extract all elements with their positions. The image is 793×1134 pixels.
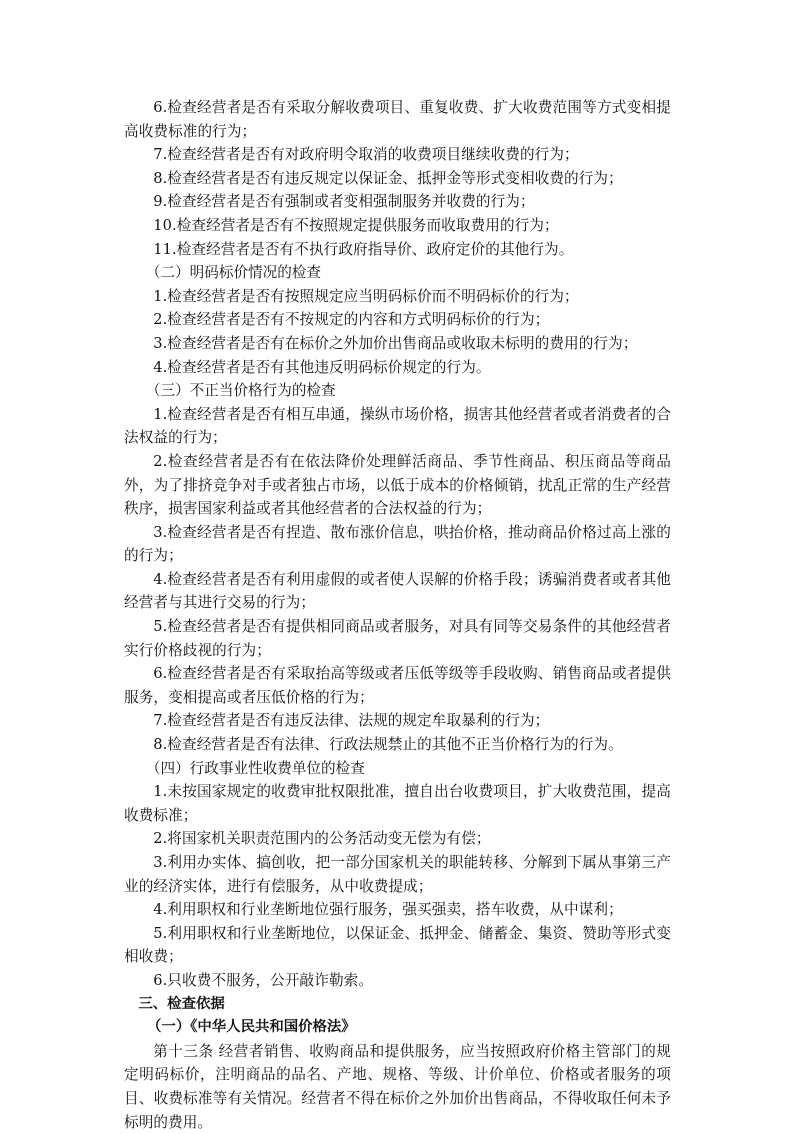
section-subheading: （三）不正当价格行为的检查 xyxy=(145,382,336,400)
paragraph: 3.利用办实体、搞创收，把一部分国家机关的职能转移、分解到下属从事第三产业的经济实体，进行有偿服务，从中收费提成； xyxy=(124,854,671,895)
paragraph: 4.检查经营者是否有其他违反明码标价规定的行为。 xyxy=(153,358,491,376)
paragraph: 7.检查经营者是否有对政府明令取消的收费项目继续收费的行为； xyxy=(153,146,579,164)
paragraph: 5.检查经营者是否有提供相同商品或者服务，对具有同等交易条件的其他经营者实行价格歧视的行为； xyxy=(124,618,671,659)
paragraph: 7.检查经营者是否有违反法律、法规的规定牟取暴利的行为； xyxy=(153,712,550,730)
paragraph: 8.检查经营者是否有违反规定以保证金、抵押金等形式变相收费的行为； xyxy=(153,169,623,187)
section-subheading: （四）行政事业性收费单位的检查 xyxy=(145,759,365,777)
paragraph: 10.检查经营者是否有不按照规定提供服务而收取费用的行为； xyxy=(153,216,559,234)
paragraph: 1.未按国家规定的收费审批权限批准，擅自出台收费项目，扩大收费范围，提高收费标准； xyxy=(124,783,671,824)
paragraph: 4.利用职权和行业垄断地位强行服务，强买强卖，搭车收费，从中谋利； xyxy=(153,901,623,919)
paragraph: 2.检查经营者是否有在依法降价处理鲜活商品、季节性商品、积压商品等商品外，为了排挤竞争对手或者独占市场，以低于成本的价格倾销，扰乱正常的生产经营秩序，损害国家利益或者其他经营者的合法权益的行为； xyxy=(124,452,671,518)
paragraph: 6.只收费不服务，公开敲诈勒索。 xyxy=(153,971,374,989)
section-subheading: （二）明码标价情况的检查 xyxy=(145,264,322,282)
paragraph: 3.检查经营者是否有在标价之外加价出售商品或收取未标明的费用的行为； xyxy=(153,334,638,352)
law-title: （一）《中华人民共和国价格法》 xyxy=(147,1019,356,1036)
paragraph: 9.检查经营者是否有强制或者变相强制服务并收费的行为； xyxy=(153,193,535,211)
paragraph: 1.检查经营者是否有相互串通，操纵市场价格，损害其他经营者或者消费者的合法权益的行为； xyxy=(124,405,671,447)
document-body xyxy=(124,96,671,1134)
section-heading: 三、检查依据 xyxy=(138,995,225,1012)
paragraph: 4.检查经营者是否有利用虚假的或者使人误解的价格手段；诱骗消费者或者其他经营者与其进行交易的行为； xyxy=(124,570,671,612)
paragraph: 1.检查经营者是否有按照规定应当明码标价而不明码标价的行为； xyxy=(153,287,579,305)
paragraph: 6.检查经营者是否有采取抬高等级或者压低等级等手段收购、销售商品或者提供服务，变相提高或者压低价格的行为； xyxy=(124,665,671,706)
paragraph: 11.检查经营者是否有不执行政府指导价、政府定价的其他行为。 xyxy=(153,240,574,258)
paragraph: 3.检查经营者是否有捏造、散布涨价信息，哄抬价格，推动商品价格过高上涨的的行为； xyxy=(124,523,671,565)
paragraph: 2.将国家机关职责范围内的公务活动变无偿为有偿； xyxy=(153,830,491,848)
paragraph: 2.检查经营者是否有不按规定的内容和方式明码标价的行为； xyxy=(153,311,550,329)
paragraph: 8.检查经营者是否有法律、行政法规禁止的其他不正当价格行为的行为。 xyxy=(153,736,623,754)
paragraph: 5.利用职权和行业垄断地位，以保证金、抵押金、储蓄金、集资、赞助等形式变相收费； xyxy=(124,924,671,966)
paragraph: 6.检查经营者是否有采取分解收费项目、重复收费、扩大收费范围等方式变相提高收费标准的行为； xyxy=(124,99,671,140)
paragraph: 第十三条 经营者销售、收购商品和提供服务，应当按照政府价格主管部门的规定明码标价，注明商品的品名、产地、规格、等级、计价单位、价格或者服务的项目、收费标准等有关情况。经营者不得在标价之外加价出售商品，不得收取任何未予标明的费用。 xyxy=(124,1042,671,1131)
